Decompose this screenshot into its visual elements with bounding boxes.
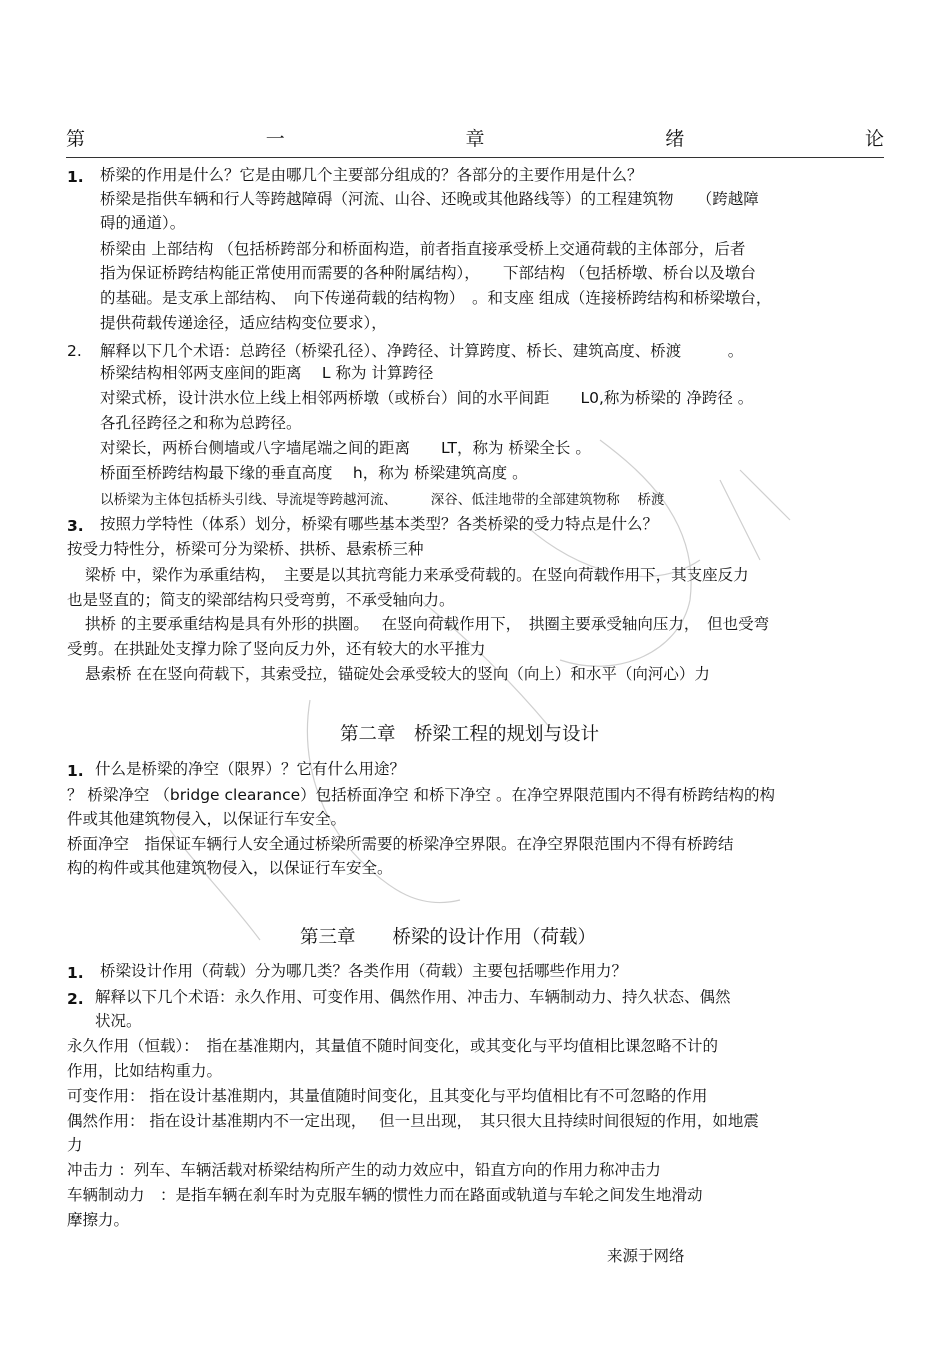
answer-line: 的基础。是支承上部结构、 向下传递荷载的结构物） 。和支座 组成（连接桥跨结构和桥梁墩台， (100, 289, 772, 307)
question-text: 解释以下几个术语：总跨径（桥梁孔径）、净跨径、计算跨度、桥长、建筑高度、桥渡 。 (100, 342, 744, 360)
answer-line: 受剪。在拱趾处支撑力除了竖向反力外，还有较大的水平推力 (67, 640, 486, 658)
question-number: 3. (67, 517, 84, 535)
chapter-title-char: 第 (66, 128, 86, 150)
chapter-title-char: 一 (265, 128, 285, 150)
chapter-title-char: 章 (465, 128, 485, 150)
answer-line: 桥梁是指供车辆和行人等跨越障碍（河流、山谷、还晚或其他路线等）的工程建筑物 （跨越障 (100, 190, 759, 208)
question-number: 1. (67, 762, 84, 780)
answer-line: 作用，比如结构重力。 (67, 1062, 223, 1080)
answer-line: 桥面净空 指保证车辆行人安全通过桥梁所需要的桥梁净空界限。在净空界限范围内不得有桥跨结 (67, 835, 734, 853)
question-number: 2. (67, 342, 82, 360)
question-text: 状况。 (95, 1012, 142, 1030)
question-text: 什么是桥梁的净空（限界）？它有什么用途？ (95, 760, 406, 778)
answer-line: 对梁长，两桥台侧墙或八字墙尾端之间的距离 LT，称为 桥梁全长 。 (100, 439, 591, 457)
answer-line: 指为保证桥跨结构能正常使用而需要的各种附属结构）， 下部结构 （包括桥墩、桥台以及墩台 (100, 264, 756, 282)
chapter-2-heading: 第二章 桥梁工程的规划与设计 (340, 724, 600, 745)
answer-line: 碍的通道）。 (100, 214, 186, 232)
answer-line: 按受力特性分，桥梁可分为梁桥、拱桥、悬索桥三种 (67, 540, 424, 558)
question-number: 1. (67, 964, 84, 982)
answer-line: 也是竖直的；简支的梁部结构只受弯剪，不承受轴向力。 (67, 591, 455, 609)
answer-line: 桥梁由 上部结构 （包括桥跨部分和桥面构造，前者指直接承受桥上交通荷载的主体部分，后者 (100, 240, 746, 258)
chapter-3-heading: 第三章 桥梁的设计作用（荷载） (300, 927, 597, 948)
answer-line: 桥梁结构相邻两支座间的距离 L 称为 计算跨径 (100, 364, 434, 382)
question-text: 桥梁设计作用（荷载）分为哪几类？各类作用（荷载）主要包括哪些作用力？ (100, 962, 628, 980)
question-text: 解释以下几个术语：永久作用、可变作用、偶然作用、冲击力、车辆制动力、持久状态、偶然 (95, 988, 731, 1006)
answer-line: 力 (67, 1136, 83, 1154)
source-note: 来源于网络 (607, 1247, 685, 1265)
answer-line: 各孔径跨径之和称为总跨径。 (100, 414, 302, 432)
answer-line: 悬索桥 在在竖向荷载下，其索受拉，锚碇处会承受较大的竖向（向上）和水平（向河心）力 (85, 665, 710, 683)
question-number: 1. (67, 168, 84, 186)
answer-line: 拱桥 的主要承重结构是具有外形的拱圈。 在竖向荷载作用下， 拱圈主要承受轴向压力， 但也受弯 (85, 615, 770, 633)
answer-line: 桥面至桥跨结构最下缘的垂直高度 h，称为 桥梁建筑高度 。 (100, 464, 528, 482)
question-number: 2. (67, 990, 84, 1008)
answer-line: 冲击力 ：列车、车辆活载对桥梁结构所产生的动力效应中，铅直方向的作用力称冲击力 (67, 1161, 661, 1179)
chapter-title-char: 论 (864, 128, 884, 150)
answer-line: 件或其他建筑物侵入，以保证行车安全。 (67, 810, 347, 828)
answer-line: 梁桥 中，梁作为承重结构， 主要是以其抗弯能力来承受荷载的。在竖向荷载作用下，其支座反力 (85, 566, 749, 584)
answer-line: 摩擦力。 (67, 1211, 130, 1229)
answer-line: 构的构件或其他建筑物侵入，以保证行车安全。 (67, 859, 393, 877)
answer-line: 车辆制动力 ：是指车辆在刹车时为克服车辆的惯性力而在路面或轨道与车轮之间发生地滑动 (67, 1186, 703, 1204)
answer-line: 以桥梁为主体包括桥头引线、导流堤等跨越河流、 深谷、低洼地带的全部建筑物称 桥渡 (100, 492, 665, 508)
answer-line: 可变作用： 指在设计基准期内，其量值随时间变化，且其变化与平均值相比有不可忽略的作用 (67, 1087, 708, 1105)
answer-line: 偶然作用： 指在设计基准期内不一定出现， 但一旦出现， 其只很大且持续时间很短的作用，如地震 (67, 1112, 759, 1130)
answer-line: 对梁式桥，设计洪水位上线上相邻两桥墩（或桥台）间的水平间距 L0,称为桥梁的 净跨径 。 (100, 389, 754, 407)
title-rule (66, 157, 884, 158)
chapter-1-title (66, 124, 884, 154)
question-text: 桥梁的作用是什么？它是由哪几个主要部分组成的？各部分的主要作用是什么？ (100, 166, 643, 184)
question-text: 按照力学特性（体系）划分，桥梁有哪些基本类型？各类桥梁的受力特点是什么？ (100, 515, 659, 533)
answer-line: 提供荷载传递途径，适应结构变位要求）， (100, 314, 387, 332)
answer-line: ？ 桥梁净空 （bridge clearance）包括桥面净空 和桥下净空 。在净空界限范围内不得有桥跨结构的构 (67, 786, 775, 804)
answer-line: 永久作用（恒载）： 指在基准期内，其量值不随时间变化，或其变化与平均值相比课忽略不计的 (67, 1037, 719, 1055)
chapter-title-char: 绪 (665, 128, 685, 150)
